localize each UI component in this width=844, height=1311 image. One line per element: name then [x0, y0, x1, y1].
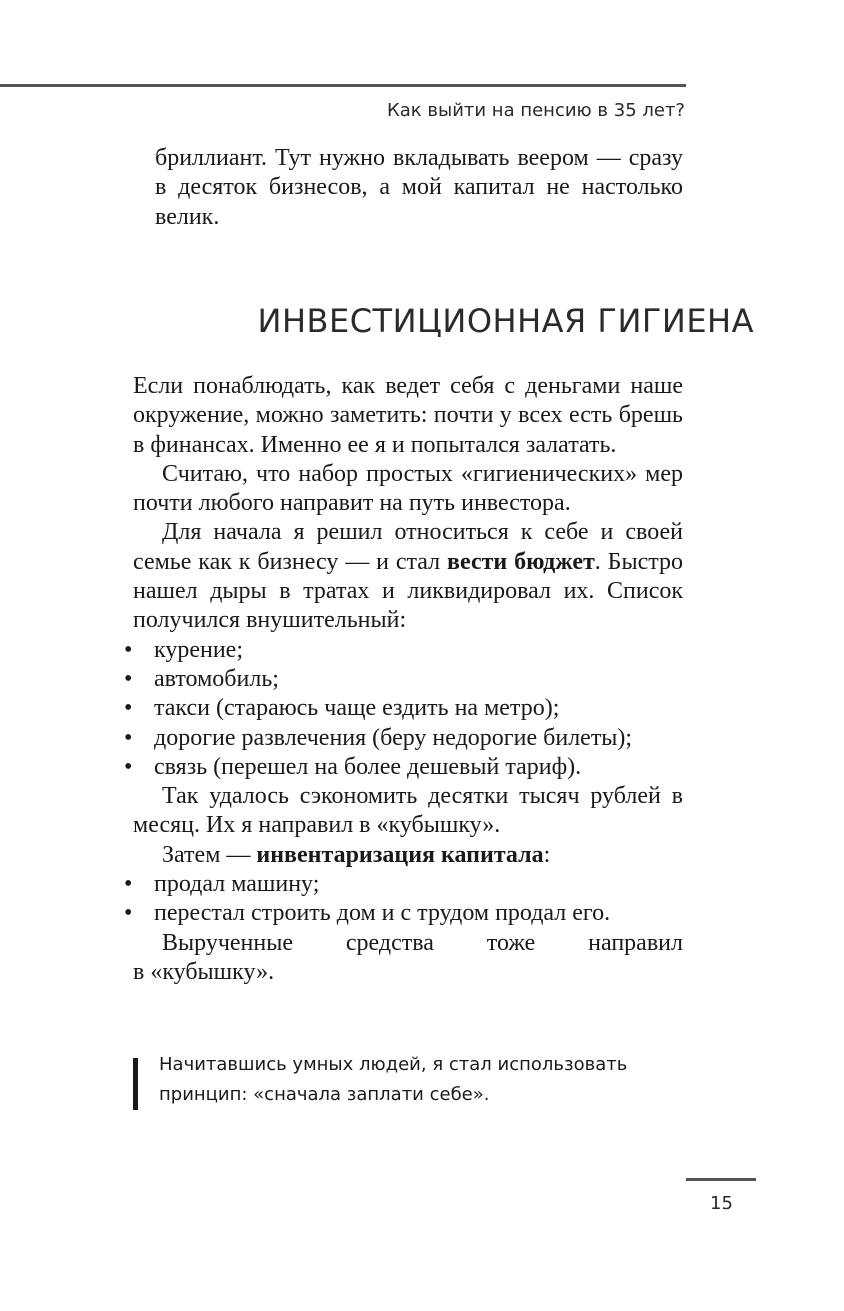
footer-rule [686, 1178, 756, 1181]
list-item [124, 694, 683, 723]
bullet-icon: • [124, 900, 133, 927]
list-item-text: перестал строить дом и с трудом продал его. [154, 900, 611, 927]
page-number: 15 [710, 1193, 733, 1214]
paragraph-1: Если понаблюдать, как ведет себя с деньгами наше окружение, можно заметить: почти у всех есть брешь в финансах. Именно ее я и попытался залатать. [133, 373, 683, 458]
pull-quote-text [159, 1050, 693, 1110]
list-item [124, 665, 683, 694]
paragraph-2: Считаю, что набор простых «гигиенических» мер почти любого направит на путь инвестора. [133, 460, 683, 517]
list-item [124, 724, 683, 753]
list-item-text: автомобиль; [154, 665, 279, 692]
budget-emphasis: вести бюджет [447, 548, 595, 575]
list-item-text: курение; [154, 636, 243, 663]
bullet-icon: • [124, 636, 133, 663]
pull-quote-line-1: Начитавшись умных людей, я стал использовать [159, 1054, 628, 1075]
paragraph-5 [133, 841, 683, 870]
paragraph-6-line-2: в «кубышку». [133, 958, 275, 985]
paragraph-6-line-1: Вырученные средства тоже направил [162, 929, 683, 956]
list-item-text: связь (перешел на более дешевый тариф). [154, 753, 582, 780]
savings-list [124, 636, 683, 782]
paragraph-3-text-a: Для начала я решил относиться к себе и своей семье как к бизнесу — и стал [133, 519, 683, 575]
paragraph-5-text-b: : [543, 841, 551, 868]
paragraph-5-text-a: Затем — [162, 841, 257, 868]
continuation-paragraph: бриллиант. Тут нужно вкладывать веером — сразу в десяток бизнесов, а мой капитал не настолько велик. [155, 145, 683, 230]
pull-quote [133, 1050, 693, 1110]
bullet-icon: • [124, 695, 133, 722]
bullet-icon: • [124, 665, 133, 692]
list-item [124, 899, 683, 928]
paragraph-4: Так удалось сэкономить десятки тысяч рублей в месяц. Их я направил в «кубышку». [133, 783, 683, 839]
capital-inventory-emphasis: инвентаризация капитала [256, 841, 544, 868]
list-item-text: продал машину; [154, 871, 320, 898]
header-rule [0, 84, 686, 87]
bullet-icon: • [124, 753, 133, 780]
quote-bar [133, 1058, 138, 1110]
section-body [124, 372, 684, 987]
paragraph-3-text-b: . Быстро нашел дыры в тратах и ликвидировал их. Список получился внушительный: [133, 548, 684, 634]
list-item [124, 870, 683, 899]
running-title: Как выйти на пенсию в 35 лет? [386, 100, 685, 121]
list-item [124, 636, 683, 665]
bullet-icon: • [124, 871, 133, 898]
section-heading: ИНВЕСТИЦИОННАЯ ГИГИЕНА [257, 302, 754, 340]
list-item [124, 753, 683, 782]
bullet-icon: • [124, 724, 133, 751]
list-item-text: дорогие развлечения (беру недорогие билеты); [154, 724, 633, 751]
list-item-text: такси (стараюсь чаще ездить на метро); [154, 695, 560, 722]
paragraph-3 [133, 518, 683, 635]
capital-list [124, 870, 683, 929]
pull-quote-line-2: принцип: «сначала заплати себе». [159, 1084, 490, 1105]
